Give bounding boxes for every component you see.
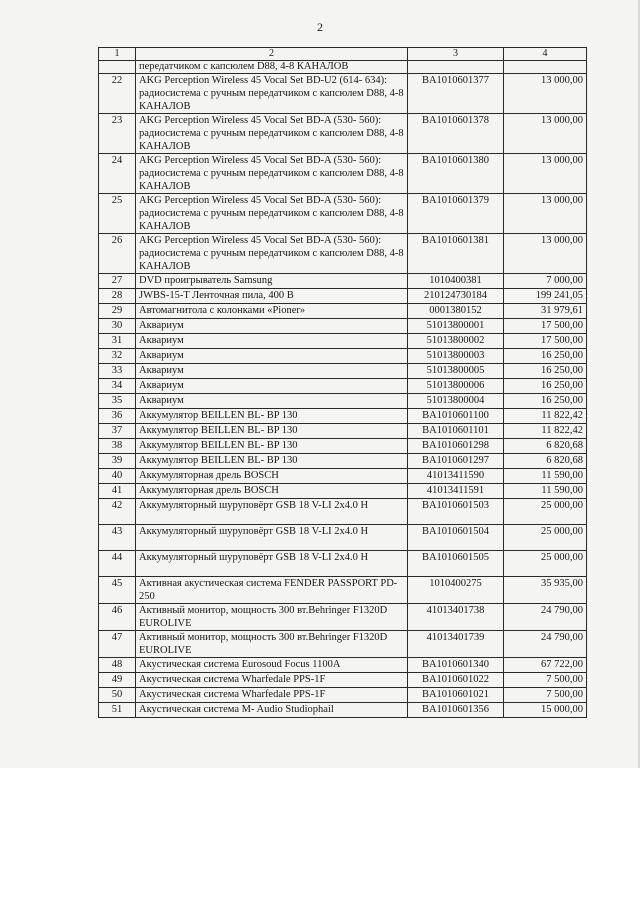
row-inventory-number: BA1010601101 bbox=[408, 424, 504, 439]
row-cost: 35 935,00 bbox=[504, 577, 587, 604]
table-row bbox=[99, 409, 587, 424]
row-cost: 25 000,00 bbox=[504, 525, 587, 551]
row-inventory-number bbox=[408, 61, 504, 74]
row-cost: 13 000,00 bbox=[504, 154, 587, 194]
row-number: 30 bbox=[99, 319, 136, 334]
row-inventory-number: 41013401738 bbox=[408, 604, 504, 631]
row-number: 44 bbox=[99, 551, 136, 577]
row-name: Активный монитор, мощность 300 вт.Behringer F1320D EUROLIVE bbox=[136, 631, 408, 658]
row-cost: 25 000,00 bbox=[504, 551, 587, 577]
table-row bbox=[99, 551, 587, 577]
row-number: 24 bbox=[99, 154, 136, 194]
row-number: 39 bbox=[99, 454, 136, 469]
row-name: Аккумулятор BEILLEN BL- BP 130 bbox=[136, 454, 408, 469]
row-name: Активный монитор, мощность 300 вт.Behringer F1320D EUROLIVE bbox=[136, 604, 408, 631]
row-number: 23 bbox=[99, 114, 136, 154]
row-inventory-number: BA1010601298 bbox=[408, 439, 504, 454]
row-name: Акустическая система Wharfedale PPS-1F bbox=[136, 673, 408, 688]
table-row bbox=[99, 379, 587, 394]
row-cost: 13 000,00 bbox=[504, 114, 587, 154]
row-inventory-number: BA1010601379 bbox=[408, 194, 504, 234]
row-number: 26 bbox=[99, 234, 136, 274]
row-inventory-number: BA1010601022 bbox=[408, 673, 504, 688]
row-name: Аккумулятор BEILLEN BL- BP 130 bbox=[136, 409, 408, 424]
row-cost: 199 241,05 bbox=[504, 289, 587, 304]
row-number: 37 bbox=[99, 424, 136, 439]
row-name: Аквариум bbox=[136, 379, 408, 394]
row-number: 25 bbox=[99, 194, 136, 234]
row-inventory-number: BA1010601503 bbox=[408, 499, 504, 525]
row-number: 45 bbox=[99, 577, 136, 604]
row-name: Аквариум bbox=[136, 394, 408, 409]
row-number: 42 bbox=[99, 499, 136, 525]
table-row bbox=[99, 673, 587, 688]
row-name: Аккумулятор BEILLEN BL- BP 130 bbox=[136, 424, 408, 439]
table-row bbox=[99, 364, 587, 379]
row-name: Автомагнитола с колонками «Pioner» bbox=[136, 304, 408, 319]
row-cost: 11 590,00 bbox=[504, 484, 587, 499]
inventory-table bbox=[98, 47, 587, 718]
table-row bbox=[99, 439, 587, 454]
table-row bbox=[99, 154, 587, 194]
column-header: 2 bbox=[136, 48, 408, 61]
table-row bbox=[99, 334, 587, 349]
row-cost: 7 000,00 bbox=[504, 274, 587, 289]
row-name: DVD проигрыватель Samsung bbox=[136, 274, 408, 289]
row-name: Акустическая система M- Audio Studiophail bbox=[136, 703, 408, 718]
row-cost: 13 000,00 bbox=[504, 234, 587, 274]
row-inventory-number: 41013401739 bbox=[408, 631, 504, 658]
table-row bbox=[99, 499, 587, 525]
row-number: 35 bbox=[99, 394, 136, 409]
table-row bbox=[99, 469, 587, 484]
row-name: AKG Perception Wireless 45 Vocal Set BD-U2 (614- 634): радиосистема с ручным передатчиком с капсюлем D88, 4-8 КАНАЛОВ bbox=[136, 74, 408, 114]
row-name: Аккумуляторный шуруповёрт GSB 18 V-LI 2x4.0 H bbox=[136, 551, 408, 577]
row-name: Аккумуляторная дрель BOSCH bbox=[136, 469, 408, 484]
row-name: Аккумуляторная дрель BOSCH bbox=[136, 484, 408, 499]
table-row bbox=[99, 577, 587, 604]
row-inventory-number: 41013411590 bbox=[408, 469, 504, 484]
table-row bbox=[99, 525, 587, 551]
table-row-continuation bbox=[99, 61, 587, 74]
row-number: 34 bbox=[99, 379, 136, 394]
table-row bbox=[99, 658, 587, 673]
row-number: 31 bbox=[99, 334, 136, 349]
row-name: Аквариум bbox=[136, 319, 408, 334]
row-cost: 13 000,00 bbox=[504, 74, 587, 114]
row-number: 48 bbox=[99, 658, 136, 673]
row-number: 36 bbox=[99, 409, 136, 424]
row-number: 40 bbox=[99, 469, 136, 484]
row-cost: 11 822,42 bbox=[504, 424, 587, 439]
table-row bbox=[99, 424, 587, 439]
row-name: Аквариум bbox=[136, 349, 408, 364]
row-number: 22 bbox=[99, 74, 136, 114]
row-name: Аквариум bbox=[136, 334, 408, 349]
row-number: 28 bbox=[99, 289, 136, 304]
row-cost: 11 822,42 bbox=[504, 409, 587, 424]
row-number: 51 bbox=[99, 703, 136, 718]
table-row bbox=[99, 274, 587, 289]
row-name: AKG Perception Wireless 45 Vocal Set BD-A (530- 560): радиосистема с ручным передатчиком с капсюлем D88, 4-8 КАНАЛОВ bbox=[136, 194, 408, 234]
row-number bbox=[99, 61, 136, 74]
row-inventory-number: BA1010601297 bbox=[408, 454, 504, 469]
row-cost: 13 000,00 bbox=[504, 194, 587, 234]
row-number: 32 bbox=[99, 349, 136, 364]
row-inventory-number: 0001380152 bbox=[408, 304, 504, 319]
row-inventory-number: BA1010601021 bbox=[408, 688, 504, 703]
row-number: 33 bbox=[99, 364, 136, 379]
table-row bbox=[99, 688, 587, 703]
row-cost: 6 820,68 bbox=[504, 454, 587, 469]
table-header-row bbox=[99, 48, 587, 61]
row-inventory-number: 1010400381 bbox=[408, 274, 504, 289]
row-cost: 6 820,68 bbox=[504, 439, 587, 454]
row-number: 43 bbox=[99, 525, 136, 551]
row-inventory-number: 51013800006 bbox=[408, 379, 504, 394]
row-cost: 16 250,00 bbox=[504, 379, 587, 394]
row-inventory-number: BA1010601356 bbox=[408, 703, 504, 718]
row-inventory-number: BA1010601505 bbox=[408, 551, 504, 577]
table-row bbox=[99, 604, 587, 631]
table-row bbox=[99, 631, 587, 658]
row-inventory-number: 51013800001 bbox=[408, 319, 504, 334]
table-row bbox=[99, 454, 587, 469]
table-row bbox=[99, 319, 587, 334]
table-row bbox=[99, 289, 587, 304]
table-row bbox=[99, 114, 587, 154]
row-number: 46 bbox=[99, 604, 136, 631]
row-cost: 67 722,00 bbox=[504, 658, 587, 673]
row-number: 41 bbox=[99, 484, 136, 499]
row-inventory-number: 51013800005 bbox=[408, 364, 504, 379]
row-cost: 31 979,61 bbox=[504, 304, 587, 319]
column-header: 3 bbox=[408, 48, 504, 61]
row-cost bbox=[504, 61, 587, 74]
row-name: AKG Perception Wireless 45 Vocal Set BD-A (530- 560): радиосистема с ручным передатчиком с капсюлем D88, 4-8 КАНАЛОВ bbox=[136, 154, 408, 194]
row-inventory-number: 51013800004 bbox=[408, 394, 504, 409]
row-name: Активная акустическая система FENDER PASSPORT PD-250 bbox=[136, 577, 408, 604]
row-name: Аквариум bbox=[136, 364, 408, 379]
row-name: JWBS-15-T Ленточная пила, 400 B bbox=[136, 289, 408, 304]
row-inventory-number: 1010400275 bbox=[408, 577, 504, 604]
column-header: 4 bbox=[504, 48, 587, 61]
row-name: Акустическая система Eurosoud Focus 1100A bbox=[136, 658, 408, 673]
row-inventory-number: BA1010601340 bbox=[408, 658, 504, 673]
row-inventory-number: 51013800003 bbox=[408, 349, 504, 364]
row-name: Акустическая система Wharfedale PPS-1F bbox=[136, 688, 408, 703]
page-number: 2 bbox=[317, 20, 323, 34]
row-name: Аккумуляторный шуруповёрт GSB 18 V-LI 2x4.0 H bbox=[136, 525, 408, 551]
row-number: 27 bbox=[99, 274, 136, 289]
row-cost: 25 000,00 bbox=[504, 499, 587, 525]
row-cost: 16 250,00 bbox=[504, 349, 587, 364]
row-inventory-number: 41013411591 bbox=[408, 484, 504, 499]
row-name: передатчиком с капсюлем D88, 4-8 КАНАЛОВ bbox=[136, 61, 408, 74]
row-cost: 16 250,00 bbox=[504, 364, 587, 379]
row-number: 38 bbox=[99, 439, 136, 454]
row-inventory-number: BA1010601378 bbox=[408, 114, 504, 154]
table-row bbox=[99, 349, 587, 364]
row-number: 50 bbox=[99, 688, 136, 703]
table-row bbox=[99, 304, 587, 319]
row-cost: 24 790,00 bbox=[504, 631, 587, 658]
table-row bbox=[99, 74, 587, 114]
row-cost: 17 500,00 bbox=[504, 319, 587, 334]
row-name: Аккумулятор BEILLEN BL- BP 130 bbox=[136, 439, 408, 454]
row-cost: 17 500,00 bbox=[504, 334, 587, 349]
table-row bbox=[99, 194, 587, 234]
row-inventory-number: BA1010601381 bbox=[408, 234, 504, 274]
row-cost: 24 790,00 bbox=[504, 604, 587, 631]
row-cost: 11 590,00 bbox=[504, 469, 587, 484]
table-row bbox=[99, 484, 587, 499]
table-row bbox=[99, 394, 587, 409]
row-number: 47 bbox=[99, 631, 136, 658]
row-name: AKG Perception Wireless 45 Vocal Set BD-A (530- 560): радиосистема с ручным передатчиком с капсюлем D88, 4-8 КАНАЛОВ bbox=[136, 234, 408, 274]
row-cost: 16 250,00 bbox=[504, 394, 587, 409]
row-inventory-number: 51013800002 bbox=[408, 334, 504, 349]
row-cost: 7 500,00 bbox=[504, 688, 587, 703]
row-name: Аккумуляторный шуруповёрт GSB 18 V-LI 2x4.0 H bbox=[136, 499, 408, 525]
row-number: 29 bbox=[99, 304, 136, 319]
row-cost: 7 500,00 bbox=[504, 673, 587, 688]
row-cost: 15 000,00 bbox=[504, 703, 587, 718]
row-number: 49 bbox=[99, 673, 136, 688]
row-inventory-number: BA1010601377 bbox=[408, 74, 504, 114]
row-inventory-number: BA1010601100 bbox=[408, 409, 504, 424]
row-inventory-number: BA1010601380 bbox=[408, 154, 504, 194]
row-name: AKG Perception Wireless 45 Vocal Set BD-A (530- 560): радиосистема с ручным передатчиком с капсюлем D88, 4-8 КАНАЛОВ bbox=[136, 114, 408, 154]
table-row bbox=[99, 703, 587, 718]
row-inventory-number: BA1010601504 bbox=[408, 525, 504, 551]
table-row bbox=[99, 234, 587, 274]
row-inventory-number: 210124730184 bbox=[408, 289, 504, 304]
column-header: 1 bbox=[99, 48, 136, 61]
